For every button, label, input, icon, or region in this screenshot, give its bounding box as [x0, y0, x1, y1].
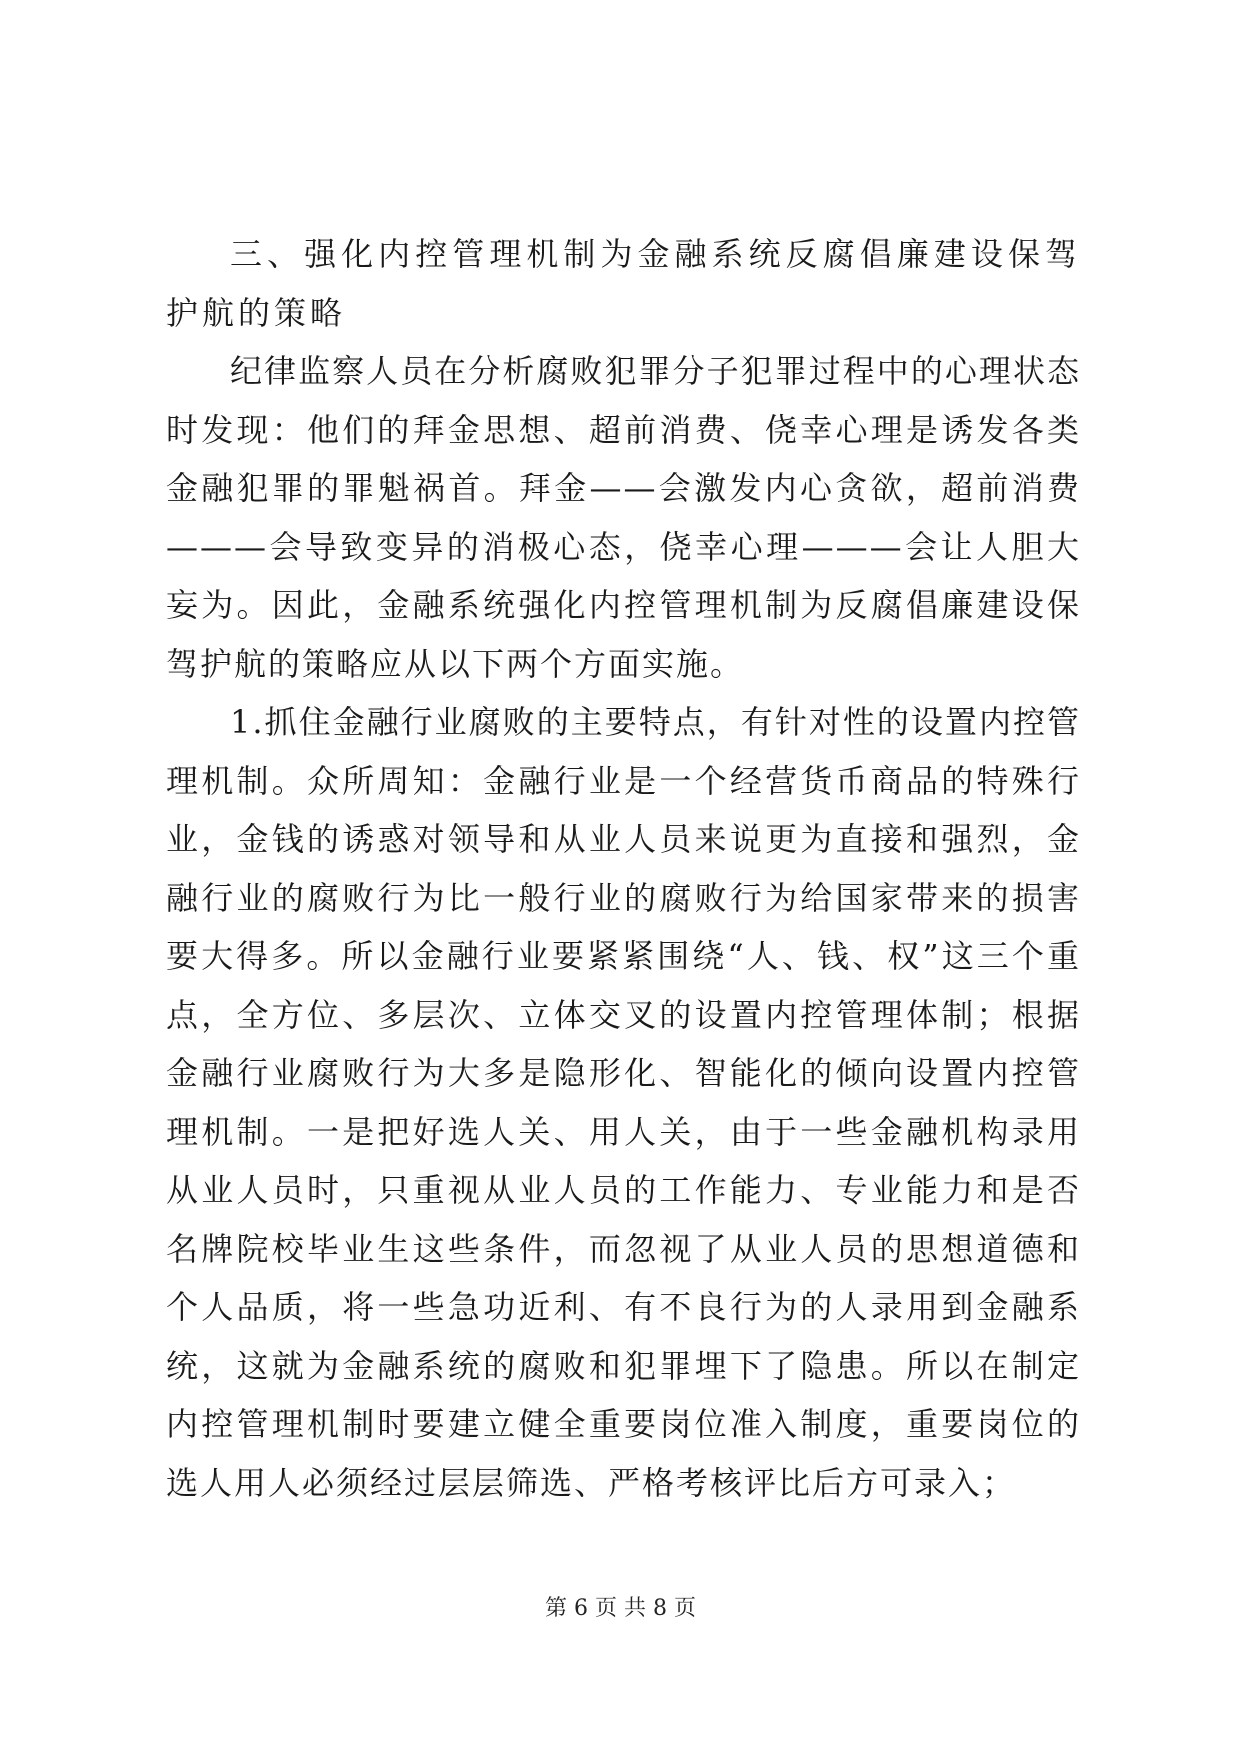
section-heading: 三、强化内控管理机制为金融系统反腐倡廉建设保驾护航的策略: [166, 235, 1081, 332]
page-footer: [0, 1594, 1241, 1624]
paragraph-point-one: 1.抓住金融行业腐败的主要特点，有针对性的设置内控管理机制。众所周知：金融行业是一个经营货币商品的特殊行业，金钱的诱惑对领导和从业人员来说更为直接和强烈，金融行业的腐败行为比一般行业的腐败行为给国家带来的损害要大得多。所以金融行业要紧紧围绕“人、钱、权”这三个重点，全方位、多层次、立体交叉的设置内控管理体制；根据金融行业腐败行为大多是隐形化、智能化的倾向设置内控管理机制。一是把好选人关、用人关，由于一些金融机构录用从业人员时，只重视从业人员的工作能力、专业能力和是否名牌院校毕业生这些条件，而忽视了从业人员的思想道德和个人品质，将一些急功近利、有不良行为的人录用到金融系统，这就为金融系统的腐败和犯罪埋下了隐患。所以在制定内控管理机制时要建立健全重要岗位准入制度，重要岗位的选人用人必须经过层层筛选、严格考核评比后方可录入；: [166, 703, 1081, 1502]
paragraph-psychology: 纪律监察人员在分析腐败犯罪分子犯罪过程中的心理状态时发现：他们的拜金思想、超前消费、侥幸心理是诱发各类金融犯罪的罪魁祸首。拜金——会激发内心贪欲，超前消费———会导致变异的消极心态，侥幸心理———会让人胆大妄为。因此，金融系统强化内控管理机制为反腐倡廉建设保驾护航的策略应从以下两个方面实施。: [166, 352, 1081, 683]
page-number: 第 6 页 共 8 页: [545, 1596, 696, 1621]
document-body: [166, 225, 1081, 1512]
